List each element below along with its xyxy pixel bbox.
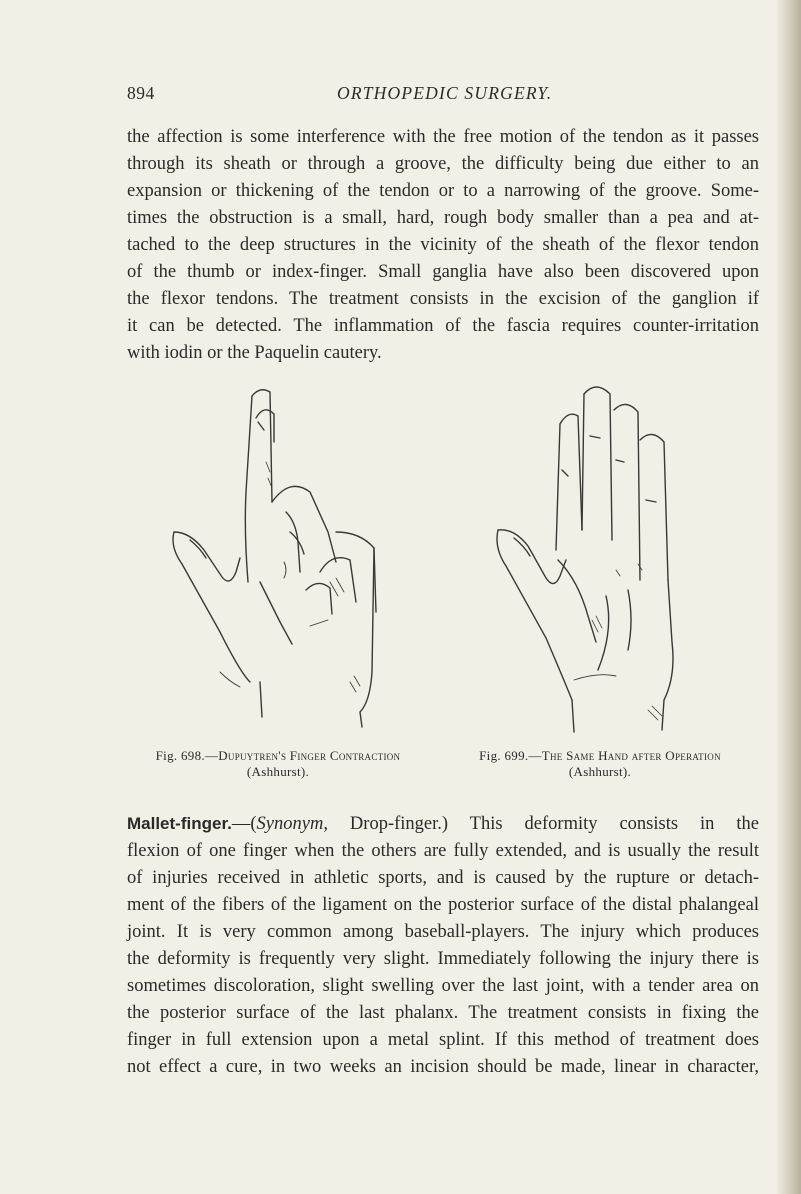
figure-699-hand-after-operation (488, 380, 728, 737)
paragraph-tendon-obstruction (127, 124, 759, 367)
text-line: of the thumb or index-finger. Small ganglia have also been discovered upon (127, 262, 759, 282)
paragraph-mallet-finger (127, 810, 759, 1081)
running-title: ORTHOPEDIC SURGERY. (337, 83, 553, 103)
text-line: ment of the fibers of the ligament on the posterior surface of the distal phalangeal (127, 895, 759, 915)
text-line: sometimes discoloration, slight swelling over the last joint, with a tender area on (127, 976, 759, 996)
caption-prefix: Fig. 699.— (479, 748, 542, 763)
page-edge-shadow (775, 0, 801, 1194)
text-line: tached to the deep structures in the vicinity of the sheath of the flexor tendon (127, 235, 759, 255)
synonym-open: —( (231, 814, 257, 834)
text-line: finger in full extension upon a metal splint. If this method of treatment does (127, 1030, 759, 1050)
page-header (127, 83, 687, 107)
figure-698-dupuytren-hand (160, 382, 400, 737)
text-line: expansion or thickening of the tendon or to a narrowing of the groove. Some- (127, 181, 759, 201)
section-heading-mallet-finger: Mallet-finger. (127, 814, 232, 833)
text-line: with iodin or the Paquelin cautery. (127, 343, 382, 363)
text-line: the flexor tendons. The treatment consists in the excision of the ganglion if (127, 289, 759, 309)
text-line: the deformity is frequently very slight. Immediately following the injury there is (127, 949, 759, 969)
text-line: of injuries received in athletic sports, and is caused by the rupture or detach- (127, 868, 759, 888)
text-line: through its sheath or through a groove, the difficulty being due either to an (127, 154, 759, 174)
text-line: times the obstruction is a small, hard, rough body smaller than a pea and at- (127, 208, 759, 228)
caption-title: The Same Hand after Operation (541, 748, 721, 763)
caption-source: (Ashhurst). (568, 764, 632, 779)
hand-extended-illustration (488, 380, 728, 737)
figure-699-caption (440, 748, 760, 780)
text-line-with-heading (127, 810, 759, 838)
text-line: joint. It is very common among baseball-players. The injury which produces (127, 922, 759, 942)
text-line: flexion of one finger when the others are fully extended, and is usually the result (127, 841, 759, 861)
text-line: it can be detected. The inflammation of the fascia requires counter-irritation (127, 316, 759, 336)
text-line: the affection is some interference with the free motion of the tendon as it passes (127, 127, 759, 147)
text-line: the posterior surface of the last phalanx. The treatment consists in fixing the (127, 1003, 759, 1023)
caption-prefix: Fig. 698.— (155, 748, 219, 763)
page-number: 894 (127, 83, 155, 103)
hand-contracted-illustration (160, 382, 400, 737)
synonym-label: Synonym, (256, 814, 328, 834)
caption-title: Dupuytren's Finger Contraction (218, 748, 401, 763)
figure-698-caption (128, 748, 428, 780)
synonym-rest: Drop-finger.) This deformity consists in the (327, 814, 759, 834)
caption-source: (Ashhurst). (246, 764, 310, 779)
text-line: not effect a cure, in two weeks an incision should be made, linear in character, (127, 1057, 759, 1077)
